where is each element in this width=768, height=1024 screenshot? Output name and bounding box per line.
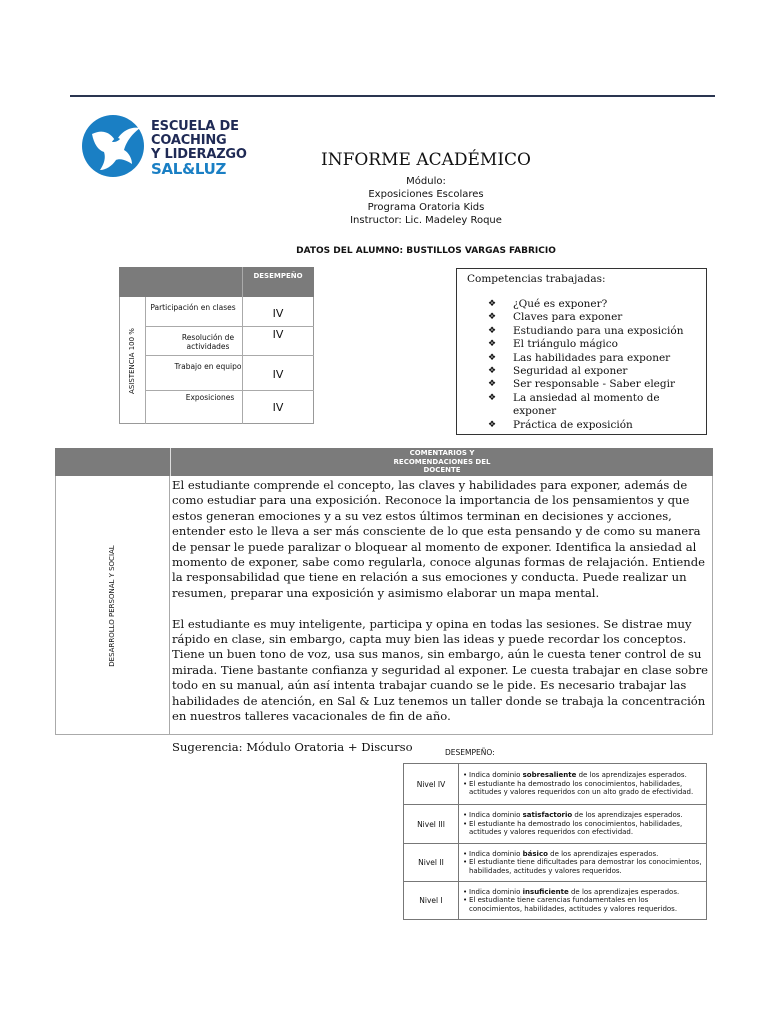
- comments-header-line: DOCENTE: [423, 466, 461, 474]
- level-description: [459, 805, 707, 844]
- level-description: [459, 882, 707, 920]
- instructor-name: Instructor: Lic. Madeley Roque: [350, 215, 502, 226]
- performance-row-label: Trabajo en equipo: [174, 362, 242, 371]
- list-item: ❖ La ansiedad al momento de exponer: [485, 392, 700, 419]
- level-keyword: satisfactorio: [522, 811, 573, 820]
- list-item: • El estudiante tiene carencias fundamentales en los conocimientos, habilidades, actitudes y valores requeridos.: [463, 896, 703, 913]
- level-keyword: sobresaliente: [522, 771, 577, 780]
- performance-header-label: DESEMPEÑO: [253, 272, 303, 280]
- level-text: Indica dominio: [469, 849, 523, 858]
- table-divider: [145, 326, 314, 327]
- list-item: ❖ Claves para exponer: [485, 311, 700, 324]
- list-item: ❖ Seguridad al exponer: [485, 365, 700, 378]
- teacher-comments: [172, 478, 710, 771]
- list-item: ❖ Ser responsable - Saber elegir: [485, 378, 700, 391]
- student-name: DATOS DEL ALUMNO: BUSTILLOS VARGAS FABRICIO: [296, 246, 556, 256]
- table-row: [404, 882, 707, 920]
- level-label: Nivel IV: [404, 764, 459, 805]
- level-text: de los aprendizajes esperados.: [576, 771, 687, 780]
- level-text: Indica dominio: [469, 811, 523, 820]
- levels-table: [403, 763, 707, 920]
- levels-title: DESEMPEÑO:: [445, 748, 495, 757]
- level-description: [459, 764, 707, 805]
- development-label: DESARROLLO PERSONAL Y SOCIAL: [108, 544, 116, 667]
- table-divider: [145, 390, 314, 391]
- module-name: Exposiciones Escolares: [368, 189, 484, 200]
- list-item: [463, 771, 703, 779]
- list-item: [463, 850, 703, 858]
- table-divider: [145, 297, 146, 424]
- attendance-cell: [119, 297, 145, 424]
- performance-row-value: IV: [272, 401, 284, 414]
- table-row: [404, 764, 707, 805]
- logo-line-1: ESCUELA DE: [151, 119, 239, 134]
- program-name: Programa Oratoria Kids: [367, 202, 485, 213]
- list-item: ❖ El triángulo mágico: [485, 338, 700, 351]
- performance-row-value: IV: [272, 328, 284, 341]
- level-description: [459, 844, 707, 882]
- list-item: ❖ Práctica de exposición: [485, 419, 700, 432]
- level-label: Nivel I: [404, 882, 459, 920]
- development-label-cell: [55, 476, 170, 735]
- header-rule: [70, 95, 715, 97]
- list-item: • El estudiante ha demostrado los conocimientos, habilidades, actitudes y valores requeridos con efectividad.: [463, 820, 703, 837]
- level-keyword: básico: [522, 849, 548, 858]
- comments-header-line: RECOMENDACIONES DEL: [393, 457, 491, 466]
- competencias-list: [485, 298, 700, 432]
- suggestion-text: Sugerencia: Módulo Oratoria + Discurso: [172, 739, 413, 754]
- list-item: [463, 811, 703, 819]
- performance-row-label: Resolución de actividades: [181, 333, 235, 351]
- module-label: Módulo:: [406, 176, 446, 187]
- level-text: de los aprendizajes esperados.: [568, 887, 680, 896]
- attendance-label: ASISTENCIA 100 %: [128, 327, 136, 394]
- table-divider: [145, 355, 314, 356]
- table-row: [404, 805, 707, 844]
- performance-row-value: IV: [272, 307, 284, 320]
- logo-line-3: Y LIDERAZGO: [151, 147, 247, 162]
- level-text: Indica dominio: [469, 887, 523, 896]
- competencias-title: Competencias trabajadas:: [467, 273, 606, 285]
- level-label: Nivel II: [404, 844, 459, 882]
- level-text: Indica dominio: [469, 771, 523, 780]
- level-keyword: insuficiente: [522, 887, 569, 896]
- list-item: • El estudiante ha demostrado los conocimientos, habilidades, actitudes y valores requeridos con un alto grado de efectividad.: [463, 780, 703, 797]
- list-item: ❖ Estudiando para una exposición: [485, 325, 700, 338]
- performance-row-label: Participación en clases: [150, 303, 236, 312]
- level-text: de los aprendizajes esperados.: [547, 849, 659, 858]
- logo-line-4: SAL&LUZ: [151, 160, 227, 178]
- list-item: ❖ ¿Qué es exponer?: [485, 298, 700, 311]
- list-item: [463, 888, 703, 896]
- performance-row-label: Exposiciones: [185, 393, 235, 402]
- level-text: de los aprendizajes esperados.: [572, 811, 683, 820]
- report-title: INFORME ACADÉMICO: [320, 150, 531, 170]
- list-item: ❖ Las habilidades para exponer: [485, 352, 700, 365]
- comment-paragraph: El estudiante es muy inteligente, participa y opina en todas las sesiones. Se distrae muy rápido en clase, sin embargo, capta muy bien las ideas y puede recordar los conceptos. Tiene un buen tono de voz, usa sus manos, sin embargo, aún le cuesta tener control de su mirada. Tiene bastante confianza y seguridad al exponer. Le cuesta trabajar en clase sobre todo en su manual, aún así intenta trabajar cuando se le pide. Es necesario trabajar las habilidades de atención, en Sal & Luz tenemos un taller donde se trabaja la concentración en nuestros talleres vacacionales de fin de año.: [172, 616, 708, 724]
- list-item: • El estudiante tiene dificultades para demostrar los conocimientos, habilidades, actitudes y valores requeridos.: [463, 858, 703, 875]
- comments-header-line: COMENTARIOS Y: [409, 449, 475, 457]
- level-label: Nivel III: [404, 805, 459, 844]
- comments-header-label: [171, 449, 713, 475]
- logo-line-2: COACHING: [151, 133, 227, 148]
- table-row: [404, 844, 707, 882]
- performance-row-value: IV: [272, 368, 284, 381]
- comment-paragraph: El estudiante comprende el concepto, las claves y habilidades para exponer, además de como estudiar para una exposición. Reconoce la importancia de los pensamientos y que estos generan emociones y a su vez estos últimos terminan en decisiones y acciones, entender esto le lleva a ser más consciente de lo que esta pensando y de como su manera de pensar le puede paralizar o bloquear al momento de exponer. Identifica la ansiedad al momento de exponer, sabe como regularla, conoce algunas formas de relajación. Entiende la responsabilidad que tiene en relación a sus emociones y conducta. Puede realizar un resumen, preparar una exposición y asimismo elaborar un mapa mental.: [172, 478, 706, 600]
